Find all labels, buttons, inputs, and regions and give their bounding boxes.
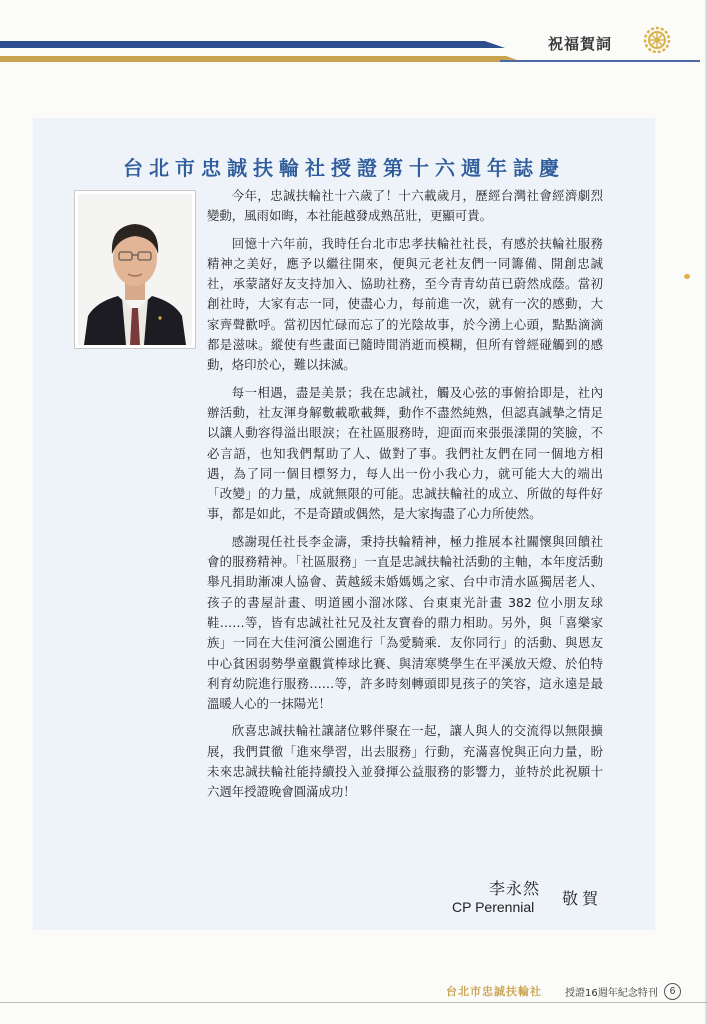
paragraph: 欣喜忠誠扶輪社讓諸位夥伴聚在一起，讓人與人的交流得以無限擴展，我們貫徹「進來學習，出去服務」行動，充滿喜悅與正向力量，盼未來忠誠扶輪社能持續投入並發揮公益服務的影響力，並特於此祝願十六週年授證晚會圓滿成功！ [207,723,603,800]
edge-mark [684,274,690,279]
section-label: 祝福賀詞 [548,35,613,53]
paragraph: 回憶十六年前，我時任台北市忠孝扶輪社社長，有感於扶輪社服務精神之美好，應予以繼往開來，便與元老社友們一同籌備、開創忠誠社，承蒙諸好友支持加入、協助社務，至今青青幼苗已蔚然成蔭。當初創社時，大家有志一同，使盡心力，每前進一次，就有一次的感動，大家齊聲歡呼。當初因忙碌而忘了的光陰故事，於今湧上心頭，點點滴滴都是滋味。縱使有些畫面已隨時間消逝而模糊，但所有曾經碰觸到的感動，烙印於心，難以抹滅。 [207,235,603,373]
header-gold-stripe [0,56,522,62]
paragraph: 感謝現任社長李金濤，秉持扶輪精神，極力推展本社關懷與回饋社會的服務精神。「社區服務」一直是忠誠扶輪社活動的主軸，本年度活動舉凡捐助漸凍人協會、黃越綏未婚媽媽之家、台中市清水區獨居老人、孩子的書屋計畫、明道國小溜冰隊、台東東光計畫 382 位小朋友球鞋……等，皆有忠誠社社兄及社友寶眷的鼎力相助。另外，與「喜樂家族」一同在大佳河濱公園進行「為愛騎乘．友你同行」的活動、與恩友中心貧困弱勢學童觀賞棒球比賽、與清寒獎學生在平溪放天燈、於伯特利育幼院進行服務……等，許多時刻轉頭即見孩子的笑容，這永遠是最溫暖人心的一抹陽光！ [207,533,603,712]
footer-divider [0,1002,708,1003]
signature-respect: 敬賀 [562,889,603,908]
paragraph: 每一相遇，盡是美景；我在忠誠社，觸及心弦的事俯拾即是，社內辦活動，社友渾身解數載歌載舞，動作不盡然純熟，但認真誠摯之情足以讓人動容得溢出眼淚；在社區服務時，迎面而來張張漾開的笑臉，不必言語，也知我們幫助了人、做對了事。我們社友們在同一個地方相遇，為了同一個目標努力，每人出一份小我心力，就可能大大的端出「改變」的力量，成就無限的可能。忠誠扶輪社的成立、所做的每件好事，都是如此，不是奇蹟或偶然，是大家掏盡了心力所使然。 [207,384,603,522]
footer-club-name: 台北市忠誠扶輪社 [446,985,542,998]
article-body [207,186,603,810]
page-number: 6 [664,983,681,1000]
signature-name: 李永然 [489,879,541,898]
article-title: 台北市忠誠扶輪社授證第十六週年誌慶 [123,156,565,180]
paragraph: 今年，忠誠扶輪社十六歲了！十六載歲月，歷經台灣社會經濟劇烈變動，風雨如晦，本社能越發成熟茁壯，更顯可貴。 [207,188,603,224]
portrait-photo [75,191,195,348]
footer-issue-title: 授證16週年紀念特刊 [565,988,658,999]
signature-title: CP Perennial [452,899,535,915]
rotary-wheel-icon [643,26,671,54]
article-panel [33,118,655,930]
header-navy-stripe [0,41,505,48]
header-thin-stripe [500,60,700,62]
